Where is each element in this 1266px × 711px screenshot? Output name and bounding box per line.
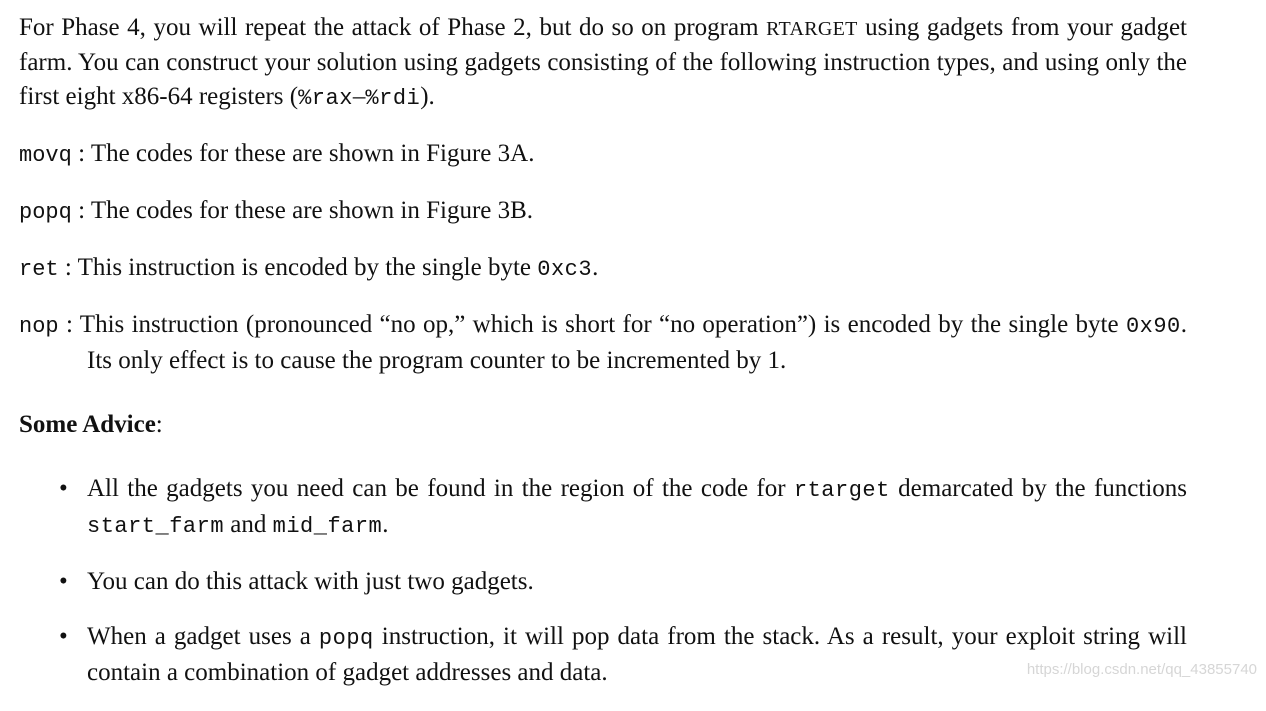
advice-text: You can do this attack with just two gadgets. — [87, 568, 534, 595]
code-popq: popq — [318, 626, 374, 651]
instruction-item-popq — [19, 194, 1187, 230]
intro-text-1: For Phase 4, you will repeat the attack of Phase 2, but do so on program — [19, 14, 767, 41]
instruction-description: The codes for these are shown in Figure 3A. — [90, 140, 535, 167]
instruction-description: This instruction is encoded by the single byte — [77, 254, 538, 281]
term-separator: : — [71, 140, 91, 167]
instruction-term: nop — [19, 314, 59, 339]
instruction-description: This instruction (pronounced “no op,” which is short for “no operation”) is encoded by the single byte — [79, 311, 1126, 338]
document-page — [19, 11, 1187, 711]
instruction-term: popq — [19, 200, 72, 225]
code-start-farm: start_farm — [87, 514, 225, 539]
advice-item — [19, 565, 1187, 599]
instruction-item-ret — [19, 251, 1187, 287]
program-name: RTARGET — [766, 18, 858, 40]
advice-text: When a gadget uses a — [87, 623, 319, 650]
intro-paragraph — [19, 11, 1187, 116]
watermark: https://blog.csdn.net/qq_43855740 — [1026, 661, 1257, 678]
term-separator: : — [58, 254, 78, 281]
instruction-term: movq — [19, 143, 72, 168]
code-rtarget: rtarget — [793, 478, 890, 503]
bullet-icon: • — [59, 623, 68, 650]
instruction-description: The codes for these are shown in Figure 3B. — [90, 197, 534, 224]
advice-text: and — [224, 511, 273, 538]
register-first: %rax — [298, 86, 353, 111]
instruction-item-movq — [19, 137, 1187, 173]
advice-heading-text: Some Advice — [19, 411, 156, 438]
instruction-description-end: . — [592, 254, 599, 281]
advice-text: All the gadgets you need can be found in the region of the code for — [87, 475, 794, 502]
advice-item — [19, 472, 1187, 544]
advice-text: instruction, it will pop data from the stack. As a result, your exploit string will contain a combination of gadget addresses and data. — [87, 623, 1188, 686]
code-mid-farm: mid_farm — [272, 514, 383, 539]
advice-heading — [19, 408, 1187, 442]
advice-text: . — [382, 511, 389, 538]
bullet-icon: • — [59, 568, 68, 595]
instruction-item-nop — [19, 308, 1187, 378]
instruction-list — [19, 137, 1187, 378]
instruction-description-end: . Its only effect is to cause the program counter to be incremented by 1. — [87, 311, 1187, 374]
instruction-term: ret — [19, 257, 59, 282]
byte-code: 0xc3 — [537, 257, 593, 282]
register-range-dash: – — [352, 83, 366, 110]
advice-text: demarcated by the functions — [889, 475, 1187, 502]
intro-text-3: ). — [420, 83, 435, 110]
bullet-icon: • — [59, 475, 68, 502]
byte-code: 0x90 — [1125, 314, 1181, 339]
advice-heading-colon: : — [155, 411, 163, 438]
term-separator: : — [71, 197, 91, 224]
advice-item — [19, 620, 1187, 690]
advice-list — [19, 472, 1187, 690]
term-separator: : — [58, 311, 80, 338]
register-last: %rdi — [365, 86, 421, 111]
intro-text-2: using gadgets from your gadget farm. You can construct your solution using gadgets consisting of the following instruction types, and using only the first eight x86-64 registers ( — [19, 14, 1187, 110]
